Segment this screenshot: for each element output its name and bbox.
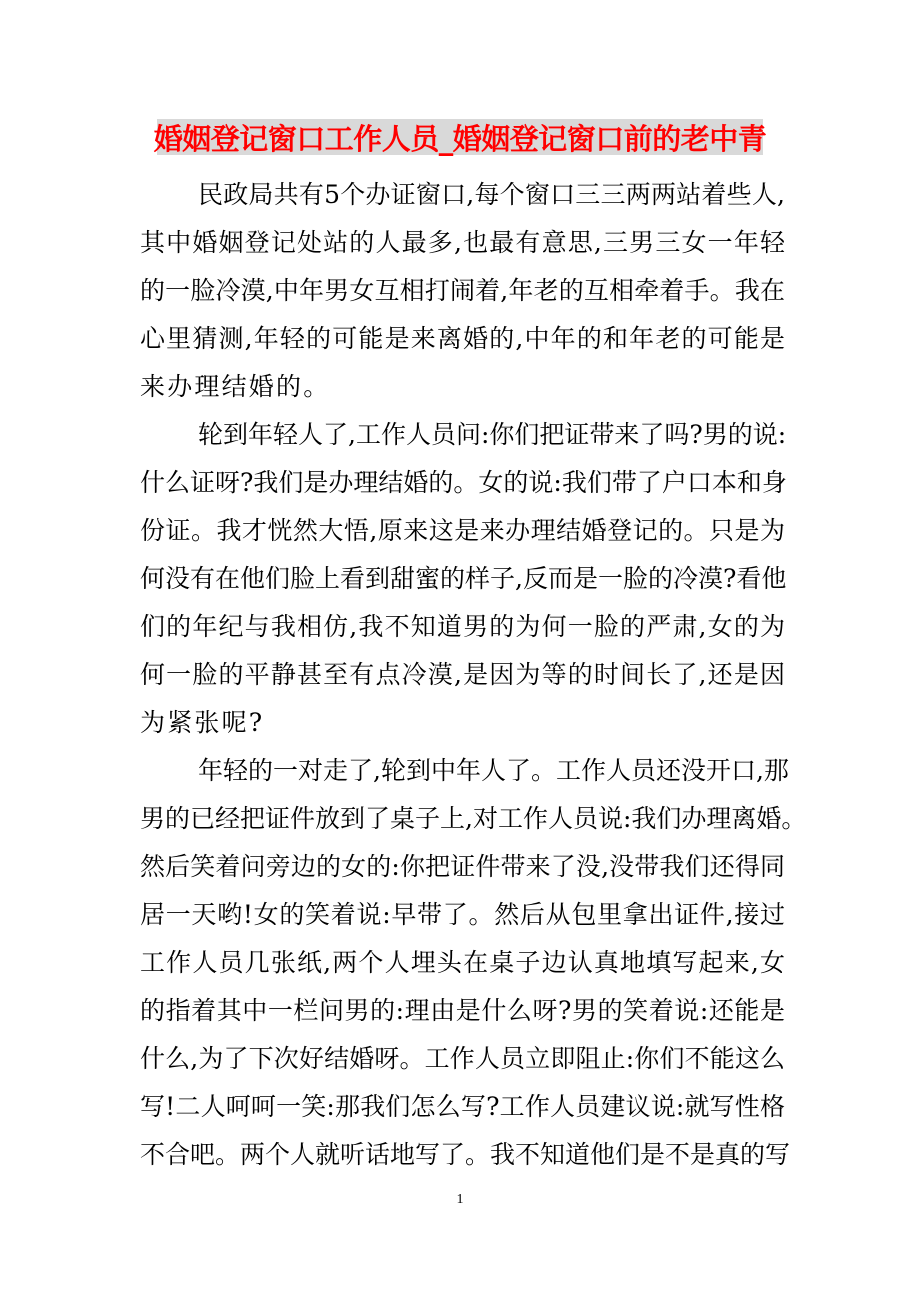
text-line: 何没有在他们脸上看到甜蜜的样子,反而是一脸的冷漠?看他 xyxy=(140,564,787,593)
text-line: 什么证呀?我们是办理结婚的。女的说:我们带了户口本和身 xyxy=(140,468,787,497)
text-line: 居一天哟!女的笑着说:早带了。然后从包里拿出证件,接过 xyxy=(140,900,785,929)
text-line: 民政局共有5个办证窗口,每个窗口三三两两站着些人, xyxy=(198,180,785,209)
text-line: 们的年纪与我相仿,我不知道男的为何一脸的严肃,女的为 xyxy=(140,612,785,641)
paragraph xyxy=(140,171,785,411)
text-line: 为紧张呢? xyxy=(140,708,265,737)
text-line: 什么,为了下次好结婚呀。工作人员立即阻止:你们不能这么 xyxy=(140,1044,785,1073)
paragraph xyxy=(140,411,785,747)
text-line: 写!二人呵呵一笑:那我们怎么写?工作人员建议说:就写性格 xyxy=(140,1092,785,1121)
document-body xyxy=(140,171,807,1179)
page-number: 1 xyxy=(456,1192,464,1207)
text-line: 的一脸冷漠,中年男女互相打闹着,年老的互相牵着手。我在 xyxy=(140,276,785,305)
text-line: 然后笑着问旁边的女的:你把证件带来了没,没带我们还得同 xyxy=(140,852,785,881)
text-line: 男的已经把证件放到了桌子上,对工作人员说:我们办理离婚。 xyxy=(140,804,807,833)
text-line: 心里猜测,年轻的可能是来离婚的,中年的和年老的可能是 xyxy=(140,324,785,353)
document-title: 婚姻登记窗口工作人员_婚姻登记窗口前的老中青 xyxy=(153,121,767,156)
paragraph xyxy=(140,747,807,1179)
text-line: 工作人员几张纸,两个人埋头在桌子边认真地填写起来,女 xyxy=(140,948,785,977)
title-highlight xyxy=(153,119,767,156)
text-line: 轮到年轻人了,工作人员问:你们把证带来了吗?男的说: xyxy=(198,420,787,449)
text-line: 年轻的一对走了,轮到中年人了。工作人员还没开口,那 xyxy=(198,756,789,785)
text-line: 不合吧。两个人就听话地写了。我不知道他们是不是真的写 xyxy=(140,1140,791,1169)
text-line: 其中婚姻登记处站的人最多,也最有意思,三男三女一年轻 xyxy=(140,228,785,257)
text-line: 来办理结婚的。 xyxy=(140,372,331,401)
text-line: 的指着其中一栏问男的:理由是什么呀?男的笑着说:还能是 xyxy=(140,996,785,1025)
text-line: 份证。我才恍然大悟,原来这是来办理结婚登记的。只是为 xyxy=(140,516,785,545)
text-line: 何一脸的平静甚至有点冷漠,是因为等的时间长了,还是因 xyxy=(140,660,785,689)
